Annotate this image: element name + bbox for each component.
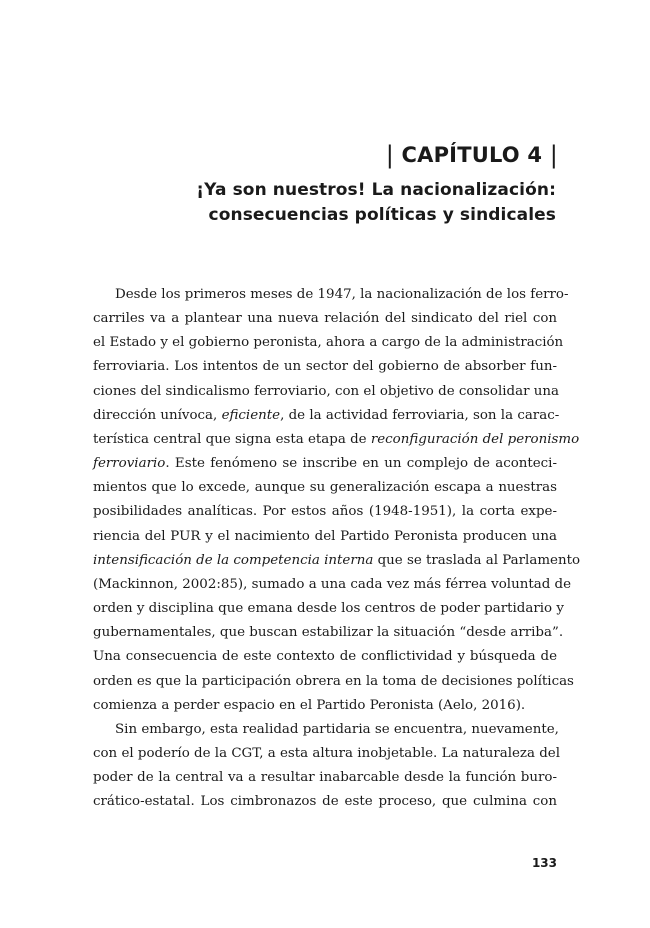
text-run: con el poderío de la CGT, a esta altura inobjetable. La naturaleza del [93, 745, 560, 761]
text-line [93, 670, 574, 694]
text-line [93, 525, 557, 549]
text-line [93, 283, 569, 307]
text-run: riencia del PUR y el nacimiento del Partido Peronista producen una [93, 528, 557, 544]
chapter-label: CAPÍTULO 4 [401, 143, 543, 167]
text-run: que se traslada al Parlamento [373, 552, 581, 568]
text-line [93, 500, 557, 524]
subtitle-line-2: consecuencias políticas y sindicales [208, 205, 556, 225]
text-run: posibilidades analíticas. Por estos años (1948-1951), la corta expe- [93, 504, 557, 520]
text-line [93, 742, 560, 766]
text-run: crático-estatal. Los cimbronazos de este proceso, que culmina con [93, 794, 557, 810]
text-run: ciones del sindicalismo ferroviario, con el objetivo de consolidar una [93, 383, 560, 399]
text-run: poder de la central va a resultar inabarcable desde la función buro- [93, 770, 557, 786]
text-run: Sin embargo, esta realidad partidaria se encuentra, nuevamente, [115, 721, 559, 737]
text-line [93, 718, 557, 742]
text-line [93, 645, 557, 669]
italic-phrase: eficiente [221, 407, 281, 423]
text-line [93, 621, 564, 645]
text-line [93, 404, 560, 428]
heading-bar-right: | [549, 141, 558, 169]
text-line [93, 790, 557, 814]
text-run: orden es que la participación obrera en la toma de decisiones políticas [93, 673, 574, 689]
text-run: Una consecuencia de este contexto de conflictividad y búsqueda de [93, 649, 557, 665]
italic-phrase: intensificación de la competencia interna [93, 552, 374, 568]
text-line [93, 307, 557, 331]
text-line [93, 380, 560, 404]
text-line [93, 694, 557, 718]
heading-bar-left: | [385, 141, 395, 169]
text-run: , de la actividad ferroviaria, son la carac- [280, 407, 560, 423]
text-line [93, 452, 557, 476]
text-line [93, 573, 572, 597]
italic-phrase: ferroviario [93, 456, 166, 472]
text-run: Desde los primeros meses de 1947, la nacionalización de los ferro- [115, 287, 569, 302]
text-run: terística central que signa esta etapa de [93, 431, 371, 447]
text-run: orden y disciplina que emana desde los centros de poder partidario y [93, 601, 564, 617]
chapter-subtitle [196, 178, 556, 228]
text-run: . Este fenómeno se inscribe en un complejo de aconteci- [165, 456, 557, 472]
text-line [93, 549, 581, 573]
text-run: carriles va a plantear una nueva relación del sindicato del riel con [93, 311, 557, 327]
text-run: mientos que lo excede, aunque su generalización escapa a nuestras [93, 480, 557, 496]
chapter-heading [386, 141, 558, 168]
text-run: gubernamentales, que buscan estabilizar la situación “desde arriba”. [93, 625, 564, 641]
text-line [93, 331, 564, 355]
body-text [93, 283, 581, 814]
text-line [93, 476, 557, 500]
text-line [93, 428, 580, 452]
text-run: dirección unívoca, [93, 407, 222, 423]
text-run: el Estado y el gobierno peronista, ahora a cargo de la administración [93, 335, 564, 351]
text-line [93, 597, 564, 621]
text-run: (Mackinnon, 2002:85), sumado a una cada vez más férrea voluntad de [93, 576, 572, 592]
italic-phrase: reconfiguración del peronismo [370, 431, 580, 447]
page-number: 133 [531, 856, 557, 870]
text-line [93, 766, 557, 790]
subtitle-line-1: ¡Ya son nuestros! La nacionalización: [196, 180, 556, 200]
text-run: ferroviaria. Los intentos de un sector del gobierno de absorber fun- [93, 359, 557, 375]
text-run: comienza a perder espacio en el Partido Peronista (Aelo, 2016). [93, 697, 526, 713]
text-line [93, 355, 557, 379]
